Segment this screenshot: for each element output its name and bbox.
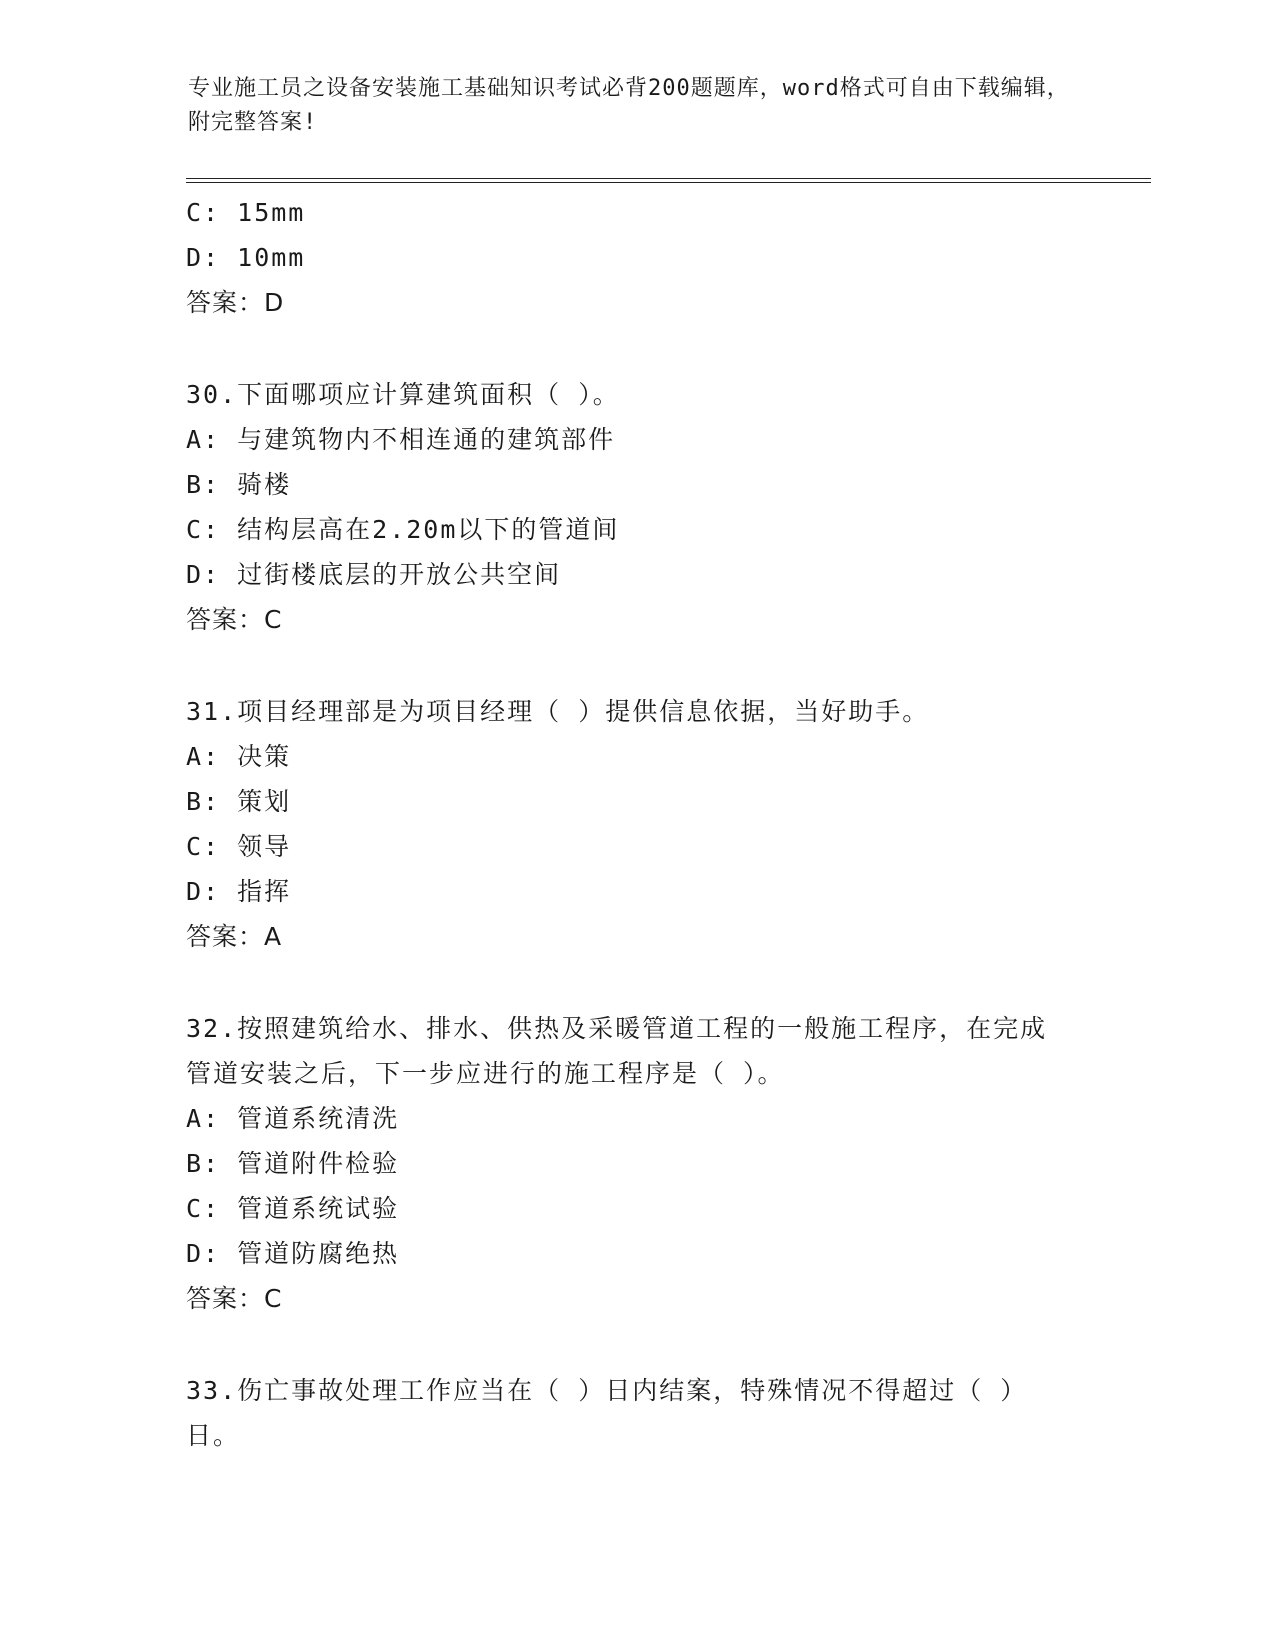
spacer: [186, 1321, 1086, 1368]
option-c: C: 管道系统试验: [186, 1194, 400, 1223]
spacer: [186, 642, 1086, 689]
option-a: A: 决策: [186, 742, 292, 771]
option-a: A: 管道系统清洗: [186, 1104, 400, 1133]
answer: 答案：C: [186, 1284, 283, 1313]
question-text: 30.下面哪项应计算建筑面积（ ）。: [186, 380, 620, 409]
document-body: [186, 190, 1086, 1458]
option-a: A: 与建筑物内不相连通的建筑部件: [186, 425, 616, 454]
option-d: D: 过街楼底层的开放公共空间: [186, 560, 562, 589]
option-b: B: 策划: [186, 787, 292, 816]
option-c: C: 领导: [186, 832, 292, 861]
answer: 答案：A: [186, 922, 283, 951]
option-d: D: 管道防腐绝热: [186, 1239, 400, 1268]
spacer: [186, 959, 1086, 1006]
option-b: B: 管道附件检验: [186, 1149, 400, 1178]
option-c: C: 结构层高在2.20m以下的管道间: [186, 515, 620, 544]
question-32: [186, 1006, 1086, 1321]
header-divider-top: [186, 178, 1151, 179]
question-text: 32.按照建筑给水、排水、供热及采暖管道工程的一般施工程序，在完成管道安装之后，下一步应进行的施工程序是（ ）。: [186, 1014, 1048, 1088]
question-31: [186, 689, 1086, 959]
question-33: [186, 1368, 1086, 1458]
option-d: D: 指挥: [186, 877, 292, 906]
header-divider-bottom: [186, 182, 1151, 183]
answer: 答案：C: [186, 605, 283, 634]
spacer: [186, 325, 1086, 372]
option-b: B: 骑楼: [186, 470, 292, 499]
question-30: [186, 372, 1086, 642]
answer: 答案：D: [186, 288, 285, 317]
document-header: 专业施工员之设备安装施工基础知识考试必背200题题库，word格式可自由下载编辑，附完整答案!: [188, 76, 1070, 135]
question-text: 31.项目经理部是为项目经理（ ）提供信息依据，当好助手。: [186, 697, 930, 726]
option-c: C: 15mm: [186, 198, 306, 227]
option-d: D: 10mm: [186, 243, 306, 272]
question-text: 33.伤亡事故处理工作应当在（ ）日内结案，特殊情况不得超过（ ）日。: [186, 1376, 1028, 1450]
question-29-tail: [186, 190, 1086, 325]
